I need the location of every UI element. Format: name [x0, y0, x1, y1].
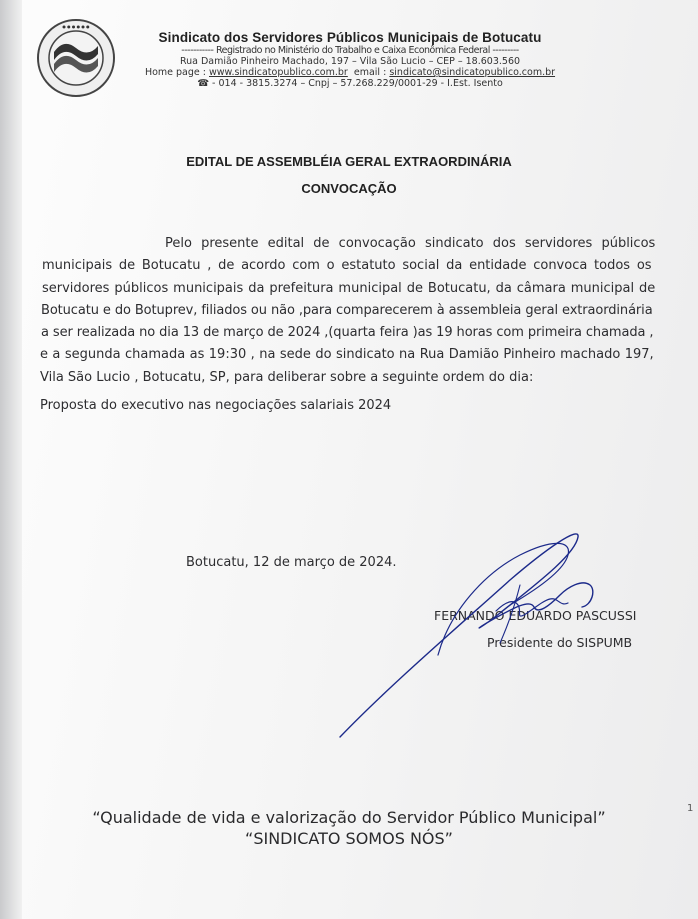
footer-motto: “Qualidade de vida e valorização do Servidor Público Municipal”: [92, 808, 606, 827]
contact-line: [130, 67, 570, 78]
signer-name: FERNANDO EDUARDO PASCUSSI: [434, 608, 637, 623]
handwritten-signature: [320, 515, 620, 745]
paragraph-line: Vila São Lucio , Botucatu, SP, para deliberar sobre a seguinte ordem do dia:: [40, 370, 534, 385]
email-label: email :: [353, 67, 387, 78]
paragraph-line: a ser realizada no dia 13 de março de 2024 ,(quarta feira )as 19 horas com primeira chamada ,: [41, 325, 654, 340]
phone-line: ☎ - 014 - 3815.3274 – Cnpj – 57.268.229/0001-29 - I.Est. Isento: [197, 78, 503, 89]
email-link[interactable]: sindicato@sindicatopublico.com.br: [389, 67, 556, 78]
agenda-item: Proposta do executivo nas negociações salariais 2024: [40, 398, 392, 413]
page-number: 1: [687, 803, 694, 814]
date-line: Botucatu, 12 de março de 2024.: [186, 555, 397, 570]
homepage-link[interactable]: www.sindicatopublico.com.br: [209, 67, 348, 78]
paragraph-line: municipais de Botucatu , de acordo com o estatuto social da entidade convoca todos os: [42, 258, 652, 273]
homepage-label: Home page :: [144, 67, 206, 78]
paragraph-line: Pelo presente edital de convocação sindicato dos servidores públicos: [165, 236, 656, 251]
document-title: EDITAL DE ASSEMBLÉIA GERAL EXTRAORDINÁRIA: [186, 154, 512, 169]
address-line: Rua Damião Pinheiro Machado, 197 – Vila São Lucio – CEP – 18.603.560: [179, 56, 521, 67]
signer-title: Presidente do SISPUMB: [487, 635, 633, 650]
page-fold-shadow: [0, 0, 22, 919]
org-name: Sindicato dos Servidores Públicos Municipais de Botucatu: [158, 30, 542, 45]
registration-line: ----------- Registrado no Ministério do Trabalho e Caixa Econômica Federal ---------: [181, 45, 519, 56]
letterhead: [130, 30, 570, 89]
paragraph-line: Botucatu e do Botuprev, filiados ou não ,para comparecerem à assembleia geral extraordinária: [41, 303, 653, 318]
svg-text:● ● ● ● ● ●: ● ● ● ● ● ●: [62, 24, 90, 29]
paragraph-line: servidores públicos municipais da prefeitura municipal de Botucatu, da câmara municipal de: [42, 281, 656, 296]
union-logo: [36, 18, 116, 98]
document-subtitle: CONVOCAÇÃO: [301, 181, 397, 196]
paragraph-line: e a segunda chamada as 19:30 , na sede do sindicato na Rua Damião Pinheiro machado 197,: [40, 347, 654, 362]
footer-slogan: “SINDICATO SOMOS NÓS”: [245, 829, 453, 848]
